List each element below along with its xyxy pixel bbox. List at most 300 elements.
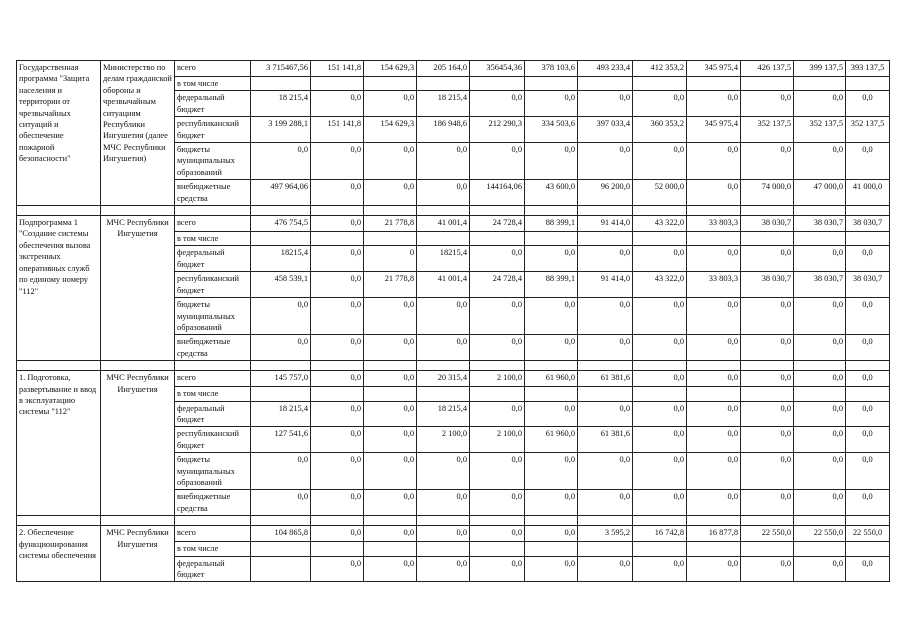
amount-cell: 397 033,4	[578, 117, 633, 143]
amount-cell: 0,0	[741, 335, 794, 361]
amount-cell: 0,0	[578, 453, 633, 490]
amount-cell: 0,0	[470, 401, 525, 427]
amount-cell: 0,0	[633, 298, 687, 335]
amount-cell: 18 215,4	[251, 91, 311, 117]
spacer-row	[17, 206, 890, 216]
amount-cell: 2 100,0	[470, 371, 525, 387]
amount-cell: 38 030,7	[846, 272, 890, 298]
funding-source-cell: в том числе	[175, 542, 251, 556]
amount-cell: 2 100,0	[470, 427, 525, 453]
amount-cell: 22 550,0	[741, 526, 794, 542]
amount-cell: 0,0	[794, 246, 846, 272]
amount-cell: 18 215,4	[251, 401, 311, 427]
funding-source-cell: федеральный бюджет	[175, 401, 251, 427]
amount-cell: 0,0	[741, 371, 794, 387]
empty-cell	[101, 206, 175, 216]
amount-cell: 0,0	[417, 526, 470, 542]
amount-cell	[470, 77, 525, 91]
amount-cell: 88 399,1	[525, 272, 578, 298]
amount-cell: 0,0	[687, 91, 741, 117]
empty-cell	[633, 206, 687, 216]
amount-cell: 0,0	[846, 427, 890, 453]
amount-cell: 21 778,8	[364, 216, 417, 232]
empty-cell	[417, 516, 470, 526]
amount-cell: 38 030,7	[741, 216, 794, 232]
empty-cell	[251, 516, 311, 526]
empty-cell	[175, 206, 251, 216]
empty-cell	[251, 206, 311, 216]
funding-source-cell: в том числе	[175, 387, 251, 401]
empty-cell	[417, 361, 470, 371]
amount-cell: 0,0	[525, 335, 578, 361]
amount-cell: 0,0	[687, 143, 741, 180]
empty-cell	[794, 206, 846, 216]
amount-cell: 0,0	[794, 453, 846, 490]
amount-cell: 476 754,5	[251, 216, 311, 232]
amount-cell: 0,0	[794, 490, 846, 516]
amount-cell: 0,0	[470, 526, 525, 542]
amount-cell	[794, 232, 846, 246]
empty-cell	[251, 361, 311, 371]
amount-cell: 0,0	[470, 143, 525, 180]
amount-cell: 47 000,0	[794, 180, 846, 206]
amount-cell: 0,0	[741, 91, 794, 117]
empty-cell	[311, 361, 364, 371]
amount-cell: 145 757,0	[251, 371, 311, 387]
amount-cell: 0,0	[470, 453, 525, 490]
empty-cell	[794, 516, 846, 526]
amount-cell: 0,0	[741, 401, 794, 427]
amount-cell: 497 964,06	[251, 180, 311, 206]
amount-cell: 0,0	[417, 556, 470, 582]
amount-cell: 0,0	[846, 453, 890, 490]
amount-cell: 151 141,8	[311, 61, 364, 77]
amount-cell: 0,0	[687, 427, 741, 453]
amount-cell: 0,0	[687, 246, 741, 272]
amount-cell: 0,0	[251, 335, 311, 361]
amount-cell: 0,0	[578, 298, 633, 335]
empty-cell	[175, 361, 251, 371]
amount-cell	[417, 387, 470, 401]
amount-cell: 127 541,6	[251, 427, 311, 453]
empty-cell	[525, 516, 578, 526]
amount-cell: 458 539,1	[251, 272, 311, 298]
empty-cell	[846, 361, 890, 371]
amount-cell	[364, 542, 417, 556]
empty-cell	[175, 516, 251, 526]
amount-cell: 360 353,2	[633, 117, 687, 143]
amount-cell: 0,0	[578, 91, 633, 117]
amount-cell: 378 103,6	[525, 61, 578, 77]
amount-cell: 0,0	[525, 246, 578, 272]
empty-cell	[364, 516, 417, 526]
amount-cell: 0,0	[364, 427, 417, 453]
amount-cell	[741, 387, 794, 401]
amount-cell	[364, 387, 417, 401]
amount-cell: 0,0	[311, 371, 364, 387]
amount-cell: 0,0	[311, 298, 364, 335]
program-name-cell: 1. Подготовка, развертывание и ввод в эксплуатацию системы "112"	[17, 371, 101, 516]
amount-cell: 154 629,3	[364, 117, 417, 143]
amount-cell: 33 803,3	[687, 272, 741, 298]
amount-cell: 0,0	[311, 216, 364, 232]
funding-source-cell: всего	[175, 371, 251, 387]
amount-cell: 18 215,4	[417, 91, 470, 117]
amount-cell	[578, 77, 633, 91]
amount-cell	[633, 77, 687, 91]
amount-cell: 0,0	[364, 298, 417, 335]
amount-cell: 0,0	[633, 490, 687, 516]
amount-cell: 41 000,0	[846, 180, 890, 206]
amount-cell	[633, 232, 687, 246]
amount-cell: 0,0	[311, 143, 364, 180]
amount-cell	[311, 77, 364, 91]
empty-cell	[741, 206, 794, 216]
amount-cell: 0,0	[633, 335, 687, 361]
amount-cell: 24 728,4	[470, 216, 525, 232]
amount-cell: 0,0	[846, 490, 890, 516]
amount-cell: 0,0	[311, 335, 364, 361]
funding-source-cell: республиканский бюджет	[175, 117, 251, 143]
empty-cell	[101, 516, 175, 526]
amount-cell: 0,0	[364, 143, 417, 180]
empty-cell	[17, 361, 101, 371]
amount-cell: 0,0	[578, 401, 633, 427]
funding-source-cell: республиканский бюджет	[175, 272, 251, 298]
amount-cell: 0,0	[311, 246, 364, 272]
amount-cell: 0,0	[417, 490, 470, 516]
amount-cell: 0,0	[687, 401, 741, 427]
amount-cell: 0,0	[633, 427, 687, 453]
amount-cell: 91 414,0	[578, 216, 633, 232]
empty-cell	[525, 206, 578, 216]
amount-cell	[417, 77, 470, 91]
funding-source-cell: внебюджетные средства	[175, 490, 251, 516]
amount-cell: 2 100,0	[417, 427, 470, 453]
table-row	[17, 371, 890, 387]
funding-source-cell: бюджеты муниципальных образований	[175, 298, 251, 335]
amount-cell: 154 629,3	[364, 61, 417, 77]
amount-cell: 104 865,8	[251, 526, 311, 542]
amount-cell: 0,0	[846, 401, 890, 427]
funding-source-cell: всего	[175, 216, 251, 232]
amount-cell: 0,0	[846, 91, 890, 117]
funding-source-cell: бюджеты муниципальных образований	[175, 143, 251, 180]
funding-source-cell: внебюджетные средства	[175, 335, 251, 361]
amount-cell: 0,0	[633, 453, 687, 490]
executor-cell: Министерство по делам гражданской обороны и чрезвычайным ситуациям Республики Ингушетия (далее МЧС Республики Ингушетия)	[101, 61, 175, 206]
amount-cell: 18 215,4	[417, 401, 470, 427]
amount-cell	[846, 77, 890, 91]
amount-cell: 21 778,8	[364, 272, 417, 298]
amount-cell: 0,0	[846, 371, 890, 387]
empty-cell	[846, 516, 890, 526]
amount-cell: 0,0	[578, 556, 633, 582]
amount-cell: 0,0	[470, 246, 525, 272]
amount-cell: 352 137,5	[846, 117, 890, 143]
program-name-cell: Подпрограмма 1 "Создание системы обеспечения вызова экстренных оперативных служб по единому номеру "112"	[17, 216, 101, 361]
amount-cell: 3 199 288,1	[251, 117, 311, 143]
amount-cell: 345 975,4	[687, 61, 741, 77]
amount-cell	[687, 232, 741, 246]
amount-cell: 352 137,5	[794, 117, 846, 143]
executor-cell: МЧС Республики Ингушетия	[101, 216, 175, 361]
amount-cell	[251, 77, 311, 91]
amount-cell: 0,0	[633, 401, 687, 427]
amount-cell: 0,0	[470, 490, 525, 516]
amount-cell	[687, 77, 741, 91]
amount-cell: 52 000,0	[633, 180, 687, 206]
amount-cell: 0,0	[633, 371, 687, 387]
amount-cell	[251, 542, 311, 556]
empty-cell	[741, 361, 794, 371]
amount-cell: 0,0	[525, 453, 578, 490]
amount-cell: 0,0	[311, 490, 364, 516]
amount-cell: 0,0	[846, 143, 890, 180]
empty-cell	[101, 361, 175, 371]
amount-cell: 0,0	[364, 401, 417, 427]
funding-source-cell: в том числе	[175, 232, 251, 246]
amount-cell: 0,0	[311, 272, 364, 298]
funding-source-cell: внебюджетные средства	[175, 180, 251, 206]
empty-cell	[687, 361, 741, 371]
amount-cell: 0,0	[846, 246, 890, 272]
amount-cell: 43 600,0	[525, 180, 578, 206]
amount-cell	[251, 232, 311, 246]
amount-cell: 0,0	[364, 453, 417, 490]
amount-cell: 0,0	[741, 490, 794, 516]
funding-source-cell: федеральный бюджет	[175, 556, 251, 582]
amount-cell: 0,0	[741, 298, 794, 335]
amount-cell	[311, 542, 364, 556]
amount-cell: 0,0	[794, 427, 846, 453]
empty-cell	[687, 516, 741, 526]
amount-cell: 0,0	[251, 453, 311, 490]
amount-cell: 0,0	[687, 490, 741, 516]
amount-cell: 38 030,7	[794, 272, 846, 298]
spacer-row	[17, 516, 890, 526]
empty-cell	[470, 361, 525, 371]
amount-cell: 20 315,4	[417, 371, 470, 387]
amount-cell	[525, 232, 578, 246]
funding-source-cell: республиканский бюджет	[175, 427, 251, 453]
budget-table	[16, 60, 890, 582]
amount-cell: 0,0	[417, 180, 470, 206]
amount-cell: 96 200,0	[578, 180, 633, 206]
table-row	[17, 61, 890, 77]
empty-cell	[578, 206, 633, 216]
amount-cell: 0,0	[687, 556, 741, 582]
amount-cell: 0,0	[470, 91, 525, 117]
amount-cell: 0,0	[364, 180, 417, 206]
amount-cell: 0,0	[633, 556, 687, 582]
amount-cell: 18215,4	[417, 246, 470, 272]
amount-cell	[741, 232, 794, 246]
amount-cell: 88 399,1	[525, 216, 578, 232]
amount-cell: 352 137,5	[741, 117, 794, 143]
amount-cell: 24 728,4	[470, 272, 525, 298]
empty-cell	[633, 516, 687, 526]
amount-cell	[311, 232, 364, 246]
amount-cell: 0,0	[794, 91, 846, 117]
amount-cell: 0,0	[525, 143, 578, 180]
amount-cell: 412 353,2	[633, 61, 687, 77]
amount-cell: 33 803,3	[687, 216, 741, 232]
amount-cell	[251, 556, 311, 582]
amount-cell: 493 233,4	[578, 61, 633, 77]
amount-cell: 0,0	[846, 556, 890, 582]
amount-cell	[470, 542, 525, 556]
amount-cell	[470, 387, 525, 401]
amount-cell: 0,0	[311, 453, 364, 490]
amount-cell: 0,0	[364, 335, 417, 361]
empty-cell	[578, 516, 633, 526]
amount-cell	[578, 232, 633, 246]
amount-cell: 334 503,6	[525, 117, 578, 143]
amount-cell: 0,0	[794, 371, 846, 387]
amount-cell	[251, 387, 311, 401]
empty-cell	[364, 206, 417, 216]
amount-cell	[633, 387, 687, 401]
amount-cell: 43 322,0	[633, 216, 687, 232]
amount-cell: 0,0	[525, 490, 578, 516]
empty-cell	[470, 206, 525, 216]
amount-cell: 43 322,0	[633, 272, 687, 298]
empty-cell	[846, 206, 890, 216]
funding-source-cell: всего	[175, 61, 251, 77]
empty-cell	[311, 206, 364, 216]
spacer-row	[17, 361, 890, 371]
amount-cell: 0,0	[741, 453, 794, 490]
amount-cell	[741, 542, 794, 556]
empty-cell	[741, 516, 794, 526]
amount-cell: 0,0	[417, 143, 470, 180]
amount-cell	[578, 387, 633, 401]
amount-cell: 22 550,0	[846, 526, 890, 542]
amount-cell: 0,0	[794, 143, 846, 180]
empty-cell	[578, 361, 633, 371]
amount-cell: 0,0	[311, 526, 364, 542]
amount-cell: 38 030,7	[741, 272, 794, 298]
amount-cell: 0,0	[364, 371, 417, 387]
amount-cell: 0,0	[364, 490, 417, 516]
amount-cell: 0,0	[687, 298, 741, 335]
amount-cell: 0,0	[251, 298, 311, 335]
program-name-cell: 2. Обеспечение функционирования системы обеспечения	[17, 526, 101, 582]
amount-cell: 91 414,0	[578, 272, 633, 298]
amount-cell	[794, 387, 846, 401]
amount-cell: 22 550,0	[794, 526, 846, 542]
amount-cell: 38 030,7	[794, 216, 846, 232]
amount-cell: 0,0	[251, 143, 311, 180]
amount-cell: 3 715467,56	[251, 61, 311, 77]
funding-source-cell: федеральный бюджет	[175, 91, 251, 117]
amount-cell: 0,0	[364, 556, 417, 582]
amount-cell: 393 137,5	[846, 61, 890, 77]
amount-cell: 0,0	[741, 143, 794, 180]
amount-cell: 0,0	[741, 556, 794, 582]
amount-cell: 0,0	[687, 371, 741, 387]
amount-cell: 0,0	[525, 91, 578, 117]
empty-cell	[633, 361, 687, 371]
amount-cell: 74 000,0	[741, 180, 794, 206]
funding-source-cell: всего	[175, 526, 251, 542]
amount-cell: 0,0	[417, 298, 470, 335]
empty-cell	[687, 206, 741, 216]
amount-cell: 0,0	[794, 556, 846, 582]
amount-cell: 0,0	[633, 246, 687, 272]
amount-cell: 399 137,5	[794, 61, 846, 77]
amount-cell: 0,0	[741, 427, 794, 453]
amount-cell: 41 001,4	[417, 216, 470, 232]
amount-cell: 0,0	[470, 556, 525, 582]
executor-cell: МЧС Республики Ингушетия	[101, 371, 175, 516]
amount-cell	[470, 232, 525, 246]
amount-cell: 3 595,2	[578, 526, 633, 542]
funding-source-cell: федеральный бюджет	[175, 246, 251, 272]
empty-cell	[364, 361, 417, 371]
empty-cell	[17, 206, 101, 216]
amount-cell	[741, 77, 794, 91]
amount-cell: 0,0	[470, 298, 525, 335]
empty-cell	[311, 516, 364, 526]
amount-cell	[525, 387, 578, 401]
amount-cell: 16 742,8	[633, 526, 687, 542]
amount-cell: 212 290,3	[470, 117, 525, 143]
amount-cell	[525, 542, 578, 556]
amount-cell: 0,0	[578, 490, 633, 516]
funding-source-cell: бюджеты муниципальных образований	[175, 453, 251, 490]
funding-source-cell: в том числе	[175, 77, 251, 91]
amount-cell: 61 381,6	[578, 427, 633, 453]
amount-cell	[794, 77, 846, 91]
amount-cell: 0,0	[578, 143, 633, 180]
amount-cell: 0,0	[364, 526, 417, 542]
amount-cell: 0,0	[251, 490, 311, 516]
amount-cell: 205 164,0	[417, 61, 470, 77]
amount-cell	[417, 542, 470, 556]
amount-cell: 0,0	[364, 91, 417, 117]
amount-cell: 144164,06	[470, 180, 525, 206]
amount-cell: 0	[364, 246, 417, 272]
amount-cell: 0,0	[687, 180, 741, 206]
amount-cell: 0,0	[794, 401, 846, 427]
amount-cell: 0,0	[417, 453, 470, 490]
amount-cell: 0,0	[311, 427, 364, 453]
amount-cell: 0,0	[311, 401, 364, 427]
amount-cell: 0,0	[311, 180, 364, 206]
executor-cell: МЧС Республики Ингушетия	[101, 526, 175, 582]
amount-cell: 0,0	[741, 246, 794, 272]
amount-cell: 0,0	[633, 143, 687, 180]
amount-cell: 61 960,0	[525, 427, 578, 453]
amount-cell	[311, 387, 364, 401]
amount-cell: 0,0	[687, 453, 741, 490]
empty-cell	[794, 361, 846, 371]
amount-cell: 0,0	[470, 335, 525, 361]
amount-cell: 186 948,6	[417, 117, 470, 143]
amount-cell: 0,0	[794, 298, 846, 335]
amount-cell: 0,0	[846, 298, 890, 335]
amount-cell: 0,0	[633, 91, 687, 117]
amount-cell: 38 030,7	[846, 216, 890, 232]
amount-cell: 0,0	[578, 335, 633, 361]
amount-cell: 426 137,5	[741, 61, 794, 77]
amount-cell	[633, 542, 687, 556]
amount-cell	[846, 387, 890, 401]
amount-cell	[846, 542, 890, 556]
empty-cell	[525, 361, 578, 371]
